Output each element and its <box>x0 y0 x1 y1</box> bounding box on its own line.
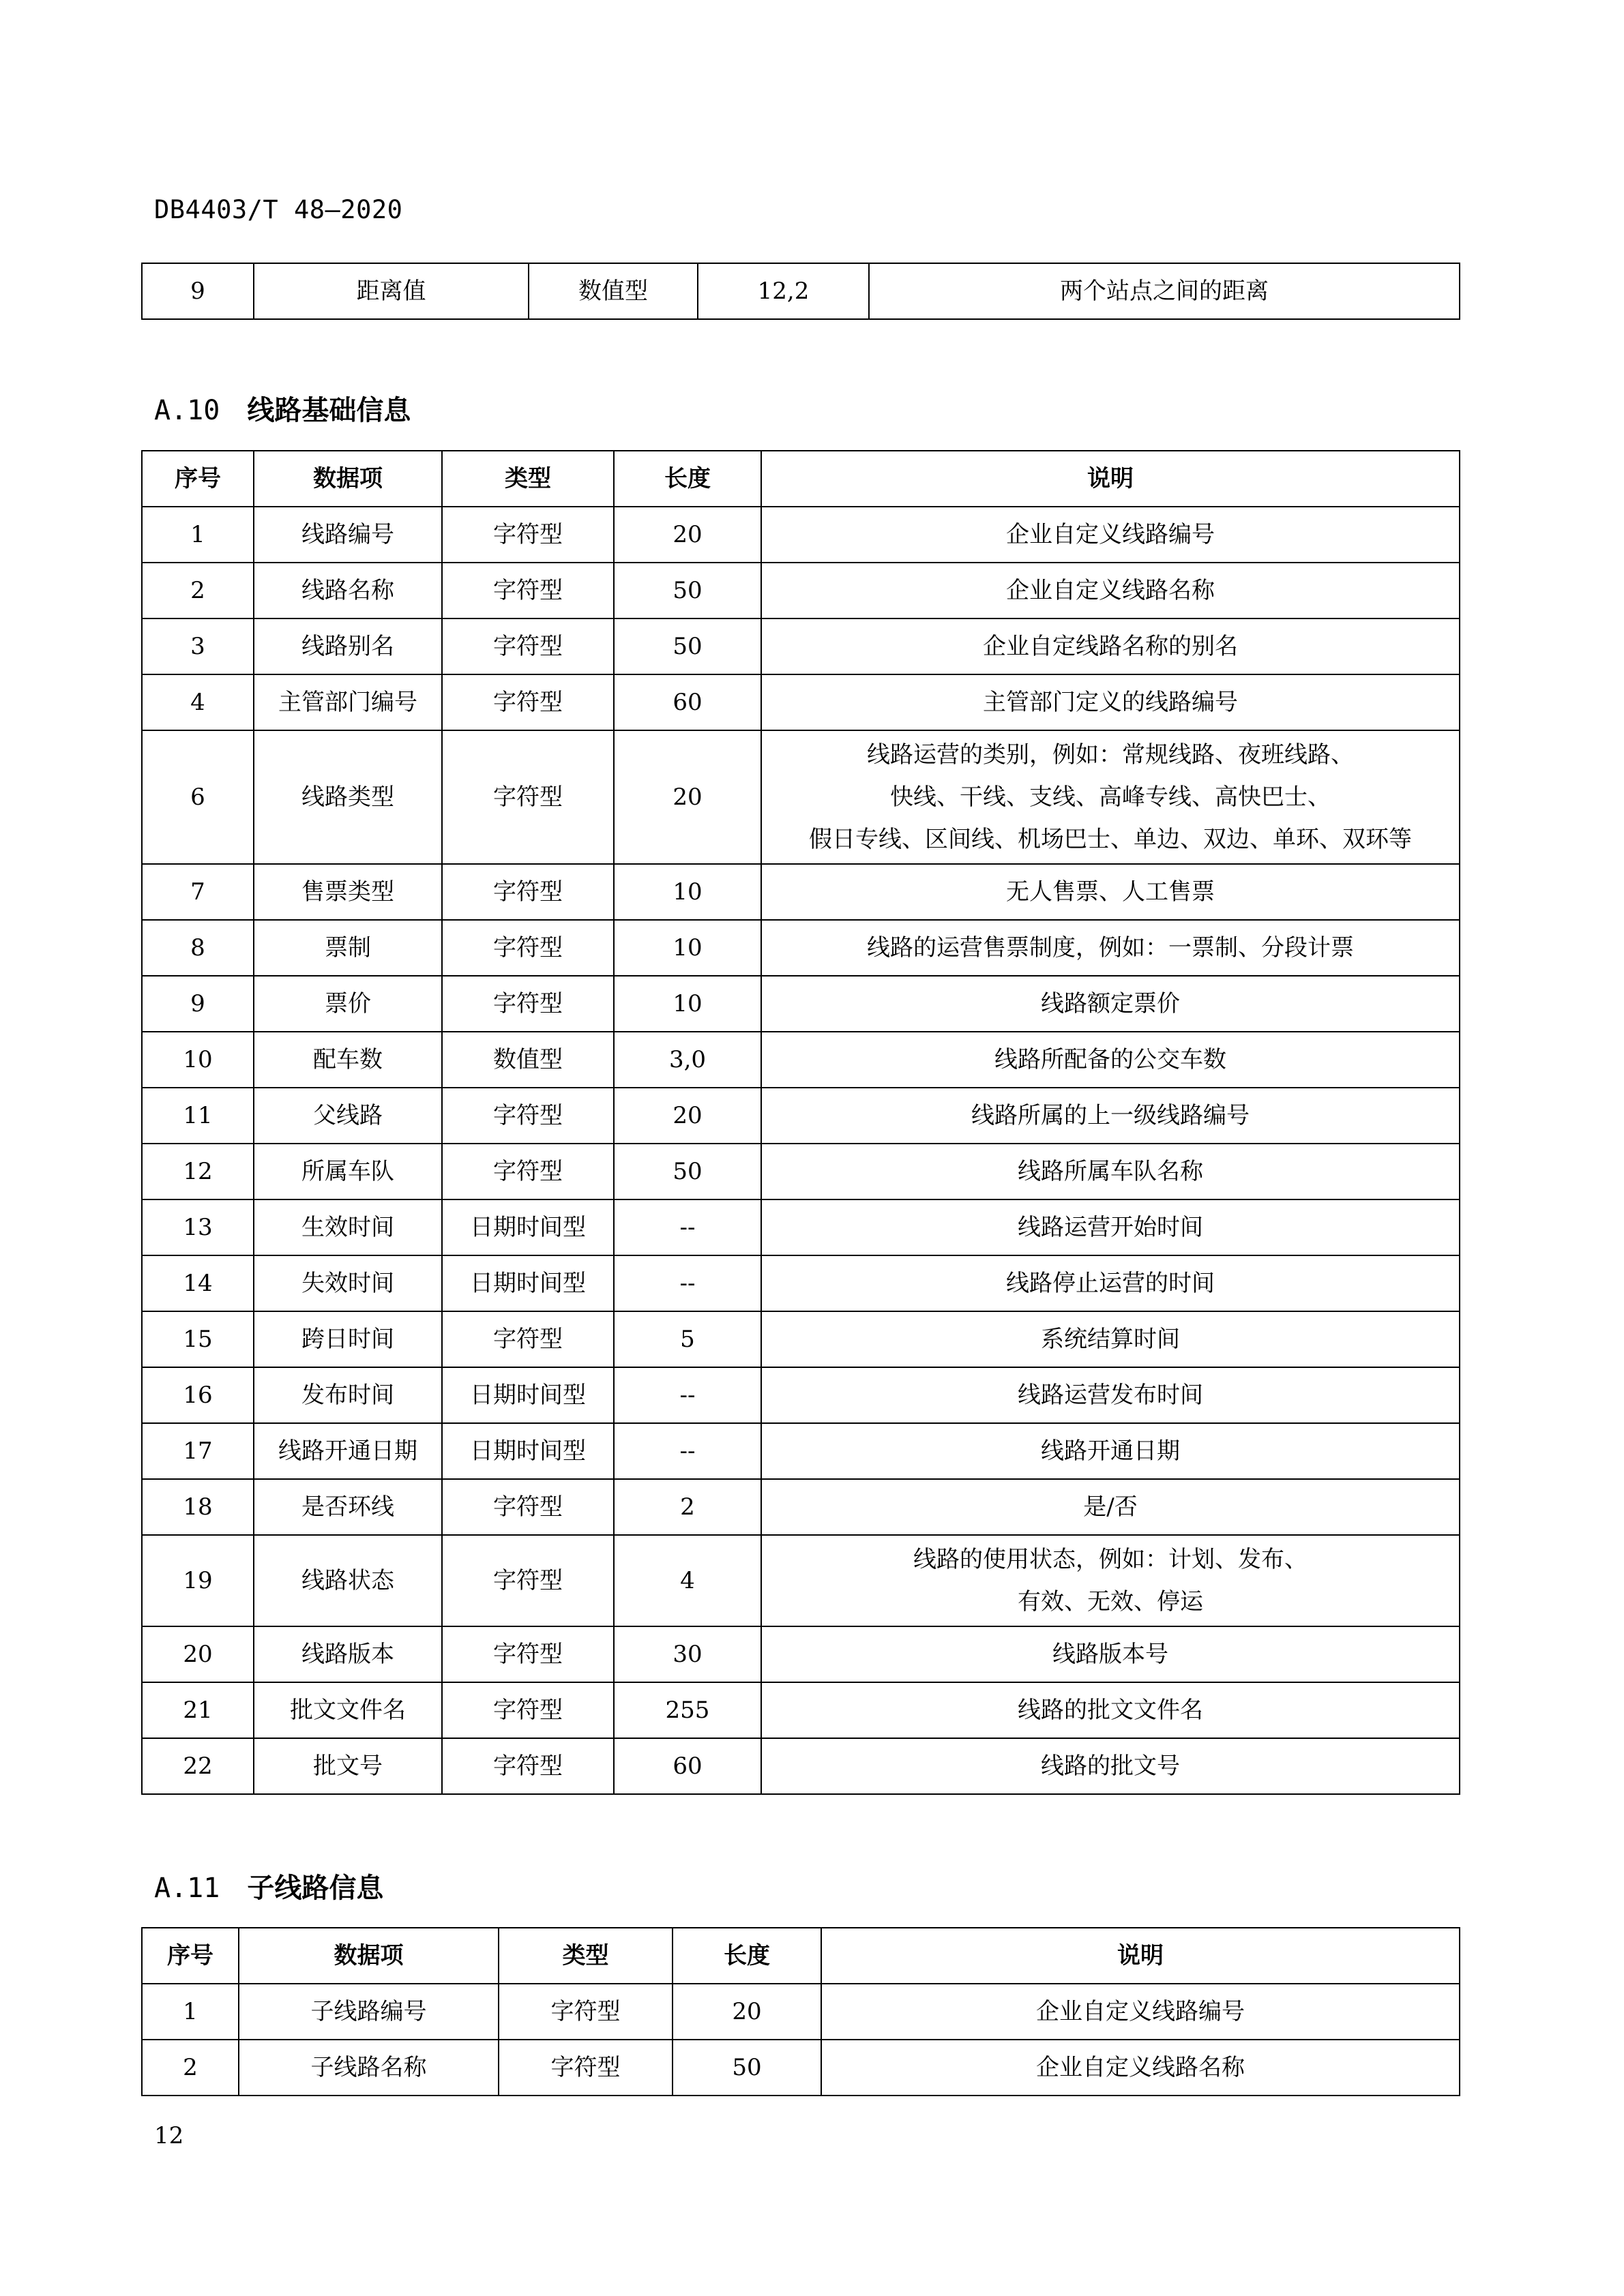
cell-no: 9 <box>142 263 254 319</box>
table-row <box>142 507 1460 563</box>
cell-no: 11 <box>142 1088 254 1144</box>
cell-item: 批文号 <box>254 1738 442 1794</box>
cell-no: 19 <box>142 1535 254 1626</box>
cell-no: 9 <box>142 976 254 1032</box>
cell-type: 字符型 <box>442 507 614 563</box>
cell-desc: 线路所属车队名称 <box>761 1144 1460 1199</box>
table-row <box>142 1738 1460 1794</box>
cell-length: 4 <box>614 1535 761 1626</box>
cell-length: 50 <box>673 2040 821 2096</box>
cell-no: 17 <box>142 1423 254 1479</box>
column-header: 数据项 <box>254 451 442 507</box>
cell-length: 20 <box>614 507 761 563</box>
table-row <box>142 263 1460 319</box>
table-row <box>142 1984 1460 2040</box>
cell-type: 字符型 <box>442 1738 614 1794</box>
cell-type: 字符型 <box>442 976 614 1032</box>
section-heading-a11 <box>154 1866 383 1905</box>
cell-length: 10 <box>614 976 761 1032</box>
table-row <box>142 1682 1460 1738</box>
cell-type: 字符型 <box>442 1144 614 1199</box>
cell-length: -- <box>614 1423 761 1479</box>
cell-item: 批文文件名 <box>254 1682 442 1738</box>
cell-length: 20 <box>614 1088 761 1144</box>
cell-no: 14 <box>142 1255 254 1311</box>
cell-no: 22 <box>142 1738 254 1794</box>
cell-type: 字符型 <box>442 1479 614 1535</box>
cell-desc: 企业自定义线路名称 <box>821 2040 1460 2096</box>
table-row <box>142 920 1460 976</box>
cell-item: 线路类型 <box>254 730 442 864</box>
cell-length: -- <box>614 1255 761 1311</box>
column-header: 类型 <box>442 451 614 507</box>
cell-desc: 主管部门定义的线路编号 <box>761 674 1460 730</box>
column-header: 长度 <box>614 451 761 507</box>
cell-desc: 线路版本号 <box>761 1626 1460 1682</box>
cell-desc: 线路的使用状态，例如：计划、发布、 有效、无效、停运 <box>761 1535 1460 1626</box>
cell-no: 18 <box>142 1479 254 1535</box>
sub-line-info-table <box>141 1927 1460 2096</box>
cell-type: 字符型 <box>442 674 614 730</box>
cell-desc: 是/否 <box>761 1479 1460 1535</box>
cell-type: 字符型 <box>442 864 614 920</box>
cell-type: 字符型 <box>442 563 614 618</box>
cell-type: 日期时间型 <box>442 1423 614 1479</box>
section-number: A.10 <box>154 395 220 426</box>
cell-length: 5 <box>614 1311 761 1367</box>
document-code: DB4403/T 48—2020 <box>154 195 403 224</box>
cell-length: 50 <box>614 618 761 674</box>
cell-item: 距离值 <box>254 263 529 319</box>
cell-length: 3,0 <box>614 1032 761 1088</box>
cell-item: 跨日时间 <box>254 1311 442 1367</box>
cell-no: 7 <box>142 864 254 920</box>
cell-item: 售票类型 <box>254 864 442 920</box>
cell-no: 20 <box>142 1626 254 1682</box>
cell-type: 字符型 <box>442 618 614 674</box>
table-row <box>142 1144 1460 1199</box>
cell-item: 线路编号 <box>254 507 442 563</box>
table-row <box>142 618 1460 674</box>
cell-length: 12,2 <box>698 263 869 319</box>
cell-no: 10 <box>142 1032 254 1088</box>
cell-item: 配车数 <box>254 1032 442 1088</box>
cell-no: 15 <box>142 1311 254 1367</box>
continuation-table <box>141 263 1460 320</box>
cell-no: 2 <box>142 563 254 618</box>
cell-item: 是否环线 <box>254 1479 442 1535</box>
cell-type: 字符型 <box>442 1311 614 1367</box>
cell-no: 1 <box>142 1984 239 2040</box>
cell-item: 线路开通日期 <box>254 1423 442 1479</box>
cell-desc: 线路运营发布时间 <box>761 1367 1460 1423</box>
cell-desc: 企业自定义线路编号 <box>761 507 1460 563</box>
table-row <box>142 1088 1460 1144</box>
cell-type: 字符型 <box>499 2040 673 2096</box>
table-row <box>142 1626 1460 1682</box>
column-header: 说明 <box>761 451 1460 507</box>
line-basic-info-table <box>141 450 1460 1795</box>
column-header: 序号 <box>142 451 254 507</box>
cell-type: 字符型 <box>442 1088 614 1144</box>
cell-item: 票价 <box>254 976 442 1032</box>
cell-type: 日期时间型 <box>442 1199 614 1255</box>
cell-no: 3 <box>142 618 254 674</box>
cell-length: 60 <box>614 1738 761 1794</box>
cell-desc: 线路停止运营的时间 <box>761 1255 1460 1311</box>
table-row <box>142 1255 1460 1311</box>
column-header: 数据项 <box>239 1928 499 1984</box>
cell-item: 生效时间 <box>254 1199 442 1255</box>
cell-length: 2 <box>614 1479 761 1535</box>
cell-type: 字符型 <box>442 1535 614 1626</box>
cell-desc: 线路开通日期 <box>761 1423 1460 1479</box>
cell-item: 线路名称 <box>254 563 442 618</box>
table-row <box>142 730 1460 864</box>
table-row <box>142 563 1460 618</box>
cell-type: 数值型 <box>442 1032 614 1088</box>
cell-desc: 无人售票、人工售票 <box>761 864 1460 920</box>
cell-length: 50 <box>614 563 761 618</box>
table-header-row <box>142 1928 1460 1984</box>
cell-item: 失效时间 <box>254 1255 442 1311</box>
cell-length: 50 <box>614 1144 761 1199</box>
cell-item: 主管部门编号 <box>254 674 442 730</box>
table-row <box>142 1311 1460 1367</box>
column-header: 类型 <box>499 1928 673 1984</box>
cell-desc: 线路所属的上一级线路编号 <box>761 1088 1460 1144</box>
cell-item: 子线路编号 <box>239 1984 499 2040</box>
cell-desc: 线路的批文号 <box>761 1738 1460 1794</box>
table-row <box>142 1535 1460 1626</box>
section-number: A.11 <box>154 1873 220 1904</box>
page-number: 12 <box>154 2122 184 2149</box>
cell-item: 线路版本 <box>254 1626 442 1682</box>
cell-type: 数值型 <box>529 263 698 319</box>
cell-no: 8 <box>142 920 254 976</box>
cell-length: -- <box>614 1367 761 1423</box>
column-header: 说明 <box>821 1928 1460 1984</box>
cell-item: 所属车队 <box>254 1144 442 1199</box>
cell-length: 60 <box>614 674 761 730</box>
section-title-text: 线路基础信息 <box>247 395 411 426</box>
table-row <box>142 1199 1460 1255</box>
cell-item: 子线路名称 <box>239 2040 499 2096</box>
cell-length: 10 <box>614 920 761 976</box>
table-row <box>142 1479 1460 1535</box>
table-row <box>142 1367 1460 1423</box>
section-title-text: 子线路信息 <box>247 1873 384 1904</box>
cell-desc: 线路的运营售票制度，例如：一票制、分段计票 <box>761 920 1460 976</box>
table-row <box>142 1032 1460 1088</box>
cell-length: 10 <box>614 864 761 920</box>
table-row <box>142 2040 1460 2096</box>
cell-no: 12 <box>142 1144 254 1199</box>
cell-no: 1 <box>142 507 254 563</box>
column-header: 长度 <box>673 1928 821 1984</box>
cell-desc: 系统结算时间 <box>761 1311 1460 1367</box>
cell-no: 13 <box>142 1199 254 1255</box>
cell-desc: 线路所配备的公交车数 <box>761 1032 1460 1088</box>
cell-length: 30 <box>614 1626 761 1682</box>
cell-item: 父线路 <box>254 1088 442 1144</box>
cell-desc: 线路运营的类别，例如：常规线路、夜班线路、 快线、干线、支线、高峰专线、高快巴士、 假日专线、区间线、机场巴士、单边、双边、单环、双环等 <box>761 730 1460 864</box>
cell-type: 字符型 <box>442 920 614 976</box>
table-row <box>142 1423 1460 1479</box>
cell-type: 字符型 <box>499 1984 673 2040</box>
cell-no: 4 <box>142 674 254 730</box>
cell-length: -- <box>614 1199 761 1255</box>
cell-type: 字符型 <box>442 1626 614 1682</box>
table-row <box>142 674 1460 730</box>
table-header-row <box>142 451 1460 507</box>
table-row <box>142 864 1460 920</box>
column-header: 序号 <box>142 1928 239 1984</box>
cell-length: 20 <box>614 730 761 864</box>
cell-type: 字符型 <box>442 730 614 864</box>
cell-item: 线路别名 <box>254 618 442 674</box>
cell-item: 票制 <box>254 920 442 976</box>
cell-desc: 线路运营开始时间 <box>761 1199 1460 1255</box>
cell-desc: 企业自定线路名称的别名 <box>761 618 1460 674</box>
cell-item: 发布时间 <box>254 1367 442 1423</box>
cell-length: 20 <box>673 1984 821 2040</box>
cell-no: 6 <box>142 730 254 864</box>
section-heading-a10 <box>154 389 411 428</box>
cell-desc: 企业自定义线路编号 <box>821 1984 1460 2040</box>
cell-item: 线路状态 <box>254 1535 442 1626</box>
cell-desc: 线路额定票价 <box>761 976 1460 1032</box>
cell-desc: 线路的批文文件名 <box>761 1682 1460 1738</box>
cell-length: 255 <box>614 1682 761 1738</box>
table-row <box>142 976 1460 1032</box>
cell-type: 字符型 <box>442 1682 614 1738</box>
cell-no: 21 <box>142 1682 254 1738</box>
cell-desc: 企业自定义线路名称 <box>761 563 1460 618</box>
cell-no: 16 <box>142 1367 254 1423</box>
cell-desc: 两个站点之间的距离 <box>869 263 1460 319</box>
cell-type: 日期时间型 <box>442 1367 614 1423</box>
cell-no: 2 <box>142 2040 239 2096</box>
cell-type: 日期时间型 <box>442 1255 614 1311</box>
